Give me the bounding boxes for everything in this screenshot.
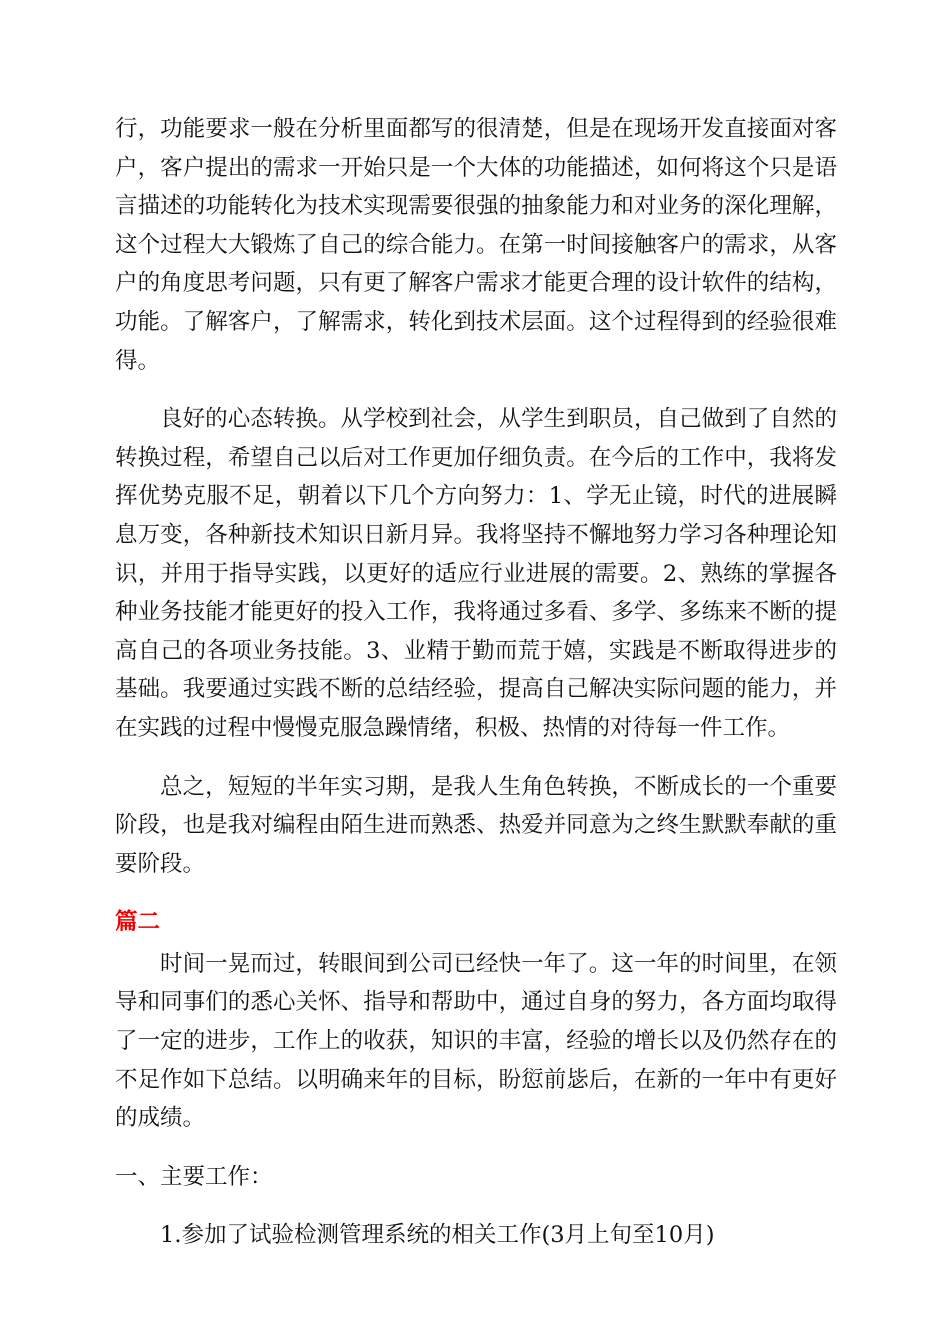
- section-heading-part-two: 篇二: [115, 909, 161, 936]
- paragraph-mindset: 良好的心态转换。从学校到社会，从学生到职员，自己做到了自然的转换过程，希望自己以后对工作更加仔细负责。在今后的工作中，我将发挥优势克服不足，朝着以下几个方向努力：1、学无止镜，时代的进展瞬息万变，各种新技术知识日新月异。我将坚持不懈地努力学习各种理论知识，并用于指导实践，以更好的适应行业进展的需要。2、熟练的掌握各种业务技能才能更好的投入工作，我将通过多看、多学、多练来不断的提高自己的各项业务技能。3、业精于勤而荒于嬉，实践是不断取得进步的基础。我要通过实践不断的总结经验，提高自己解决实际问题的能力，并在实践的过程中慢慢克服急躁情绪，积极、热情的对待每一件工作。: [115, 406, 837, 741]
- paragraph-summary: 总之，短短的半年实习期，是我人生角色转换，不断成长的一个重要阶段，也是我对编程由陌生进而熟悉、热爱并同意为之终生默默奉献的重要阶段。: [115, 773, 837, 877]
- document-body: [115, 110, 837, 1255]
- paragraph-year-review: 时间一晃而过，转眼间到公司已经快一年了。这一年的时间里，在领导和同事们的悉心关怀、指导和帮助中，通过自身的努力，各方面均取得了一定的进步，工作上的收获，知识的丰富，经验的增长以及仍然存在的不足作如下总结。以明确来年的目标，盼愆前毖后，在新的一年中有更好的成绩。: [115, 950, 837, 1132]
- paragraph-requirements: 行，功能要求一般在分析里面都写的很清楚，但是在现场开发直接面对客户，客户提出的需求一开始只是一个大体的功能描述，如何将这个只是语言描述的功能转化为技术实现需要很强的抽象能力和对业务的深化理解，这个过程大大锻炼了自己的综合能力。在第一时间接触客户的需求，从客户的角度思考问题，只有更了解客户需求才能更合理的设计软件的结构，功能。了解客户，了解需求，转化到技术层面。这个过程得到的经验很难得。: [115, 116, 837, 374]
- list-item-first-work: 1.参加了试验检测管理系统的相关工作(3月上旬至10月): [160, 1222, 715, 1249]
- section-title-main-work: 一、主要工作：: [115, 1163, 273, 1190]
